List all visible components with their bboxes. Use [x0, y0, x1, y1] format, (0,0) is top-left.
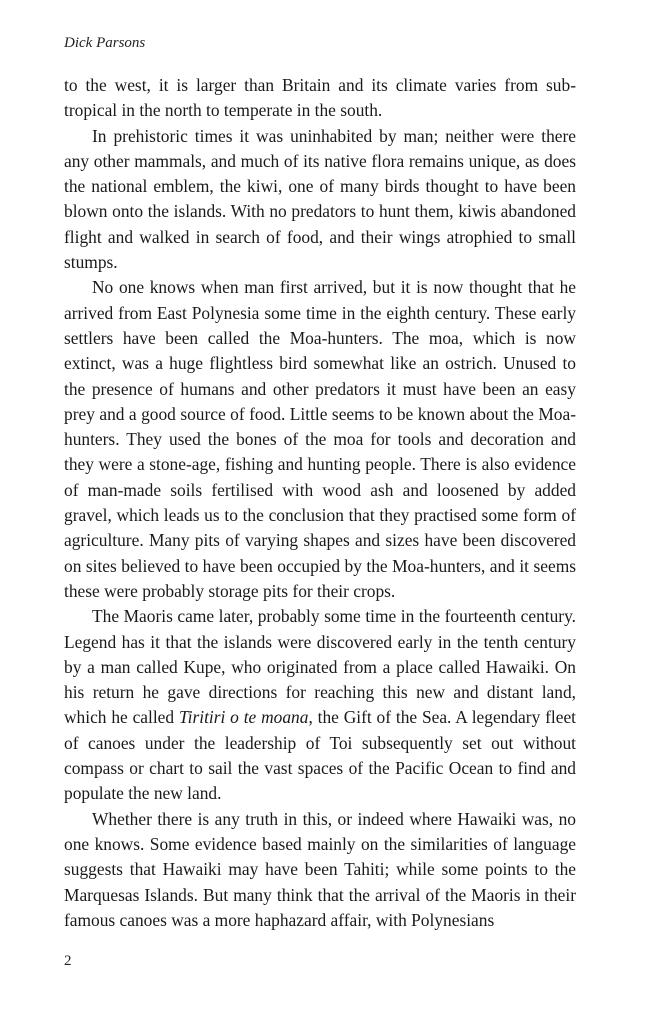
- page-number: 2: [64, 953, 72, 969]
- maori-name-italic: Tiritiri o te moana: [178, 707, 309, 728]
- paragraph-1: to the west, it is larger than Britain and its climate varies from sub-tropical in the north to temperate in the south.: [64, 75, 576, 121]
- paragraph-4-text-start: The Maoris came later, probably some time in the fourteenth century. Legend has it that the islands were discovered early in the tenth century by a man called Kupe, who originated from a place called Hawaiki. On his return he gave directions for reaching this new and distant land, which he called: [64, 606, 576, 728]
- running-head: Dick Parsons: [64, 35, 146, 51]
- paragraph-5: Whether there is any truth in this, or indeed where Hawaiki was, no one knows. Some evidence based mainly on the similarities of language suggests that Hawaiki may have been Tahiti; while some points to the Marquesas Islands. But many think that the arrival of the Maoris in their famous canoes was a more haphazard affair, with Polynesians: [64, 808, 576, 930]
- paragraph-4-text-end: , the Gift of the Sea. A legendary fleet of canoes under the leadership of Toi subsequently set out without compass or chart to sail the vast spaces of the Pacific Ocean to find and populate the new land.: [64, 707, 576, 804]
- paragraph-2: In prehistoric times it was uninhabited by man; neither were there any other mammals, and much of its native flora remains unique, as does the national emblem, the kiwi, one of many birds thought to have been blown onto the islands. With no predators to hunt them, kiwis abandoned flight and walked in search of food, and their wings atrophied to small stumps.: [64, 125, 576, 273]
- body-text: [64, 73, 576, 933]
- paragraph-4: [64, 604, 576, 806]
- paragraph-3: No one knows when man first arrived, but it is now thought that he arrived from East Polynesia some time in the eighth century. These early settlers have been called the Moa-hunters. The moa, which is now extinct, was a huge flightless bird somewhat like an ostrich. Unused to the presence of humans and other predators it must have been an easy prey and a good source of food. Little seems to be known about the Moa-hunters. They used the bones of the moa for tools and decoration and they were a stone-age, fishing and hunting people. There is also evidence of man-made soils fertilised with wood ash and loosened by added gravel, which leads us to the conclusion that they practised some form of agriculture. Many pits of varying shapes and sizes have been discovered on sites believed to have been occupied by the Moa-hunters, and it seems these were probably storage pits for their crops.: [64, 277, 576, 601]
